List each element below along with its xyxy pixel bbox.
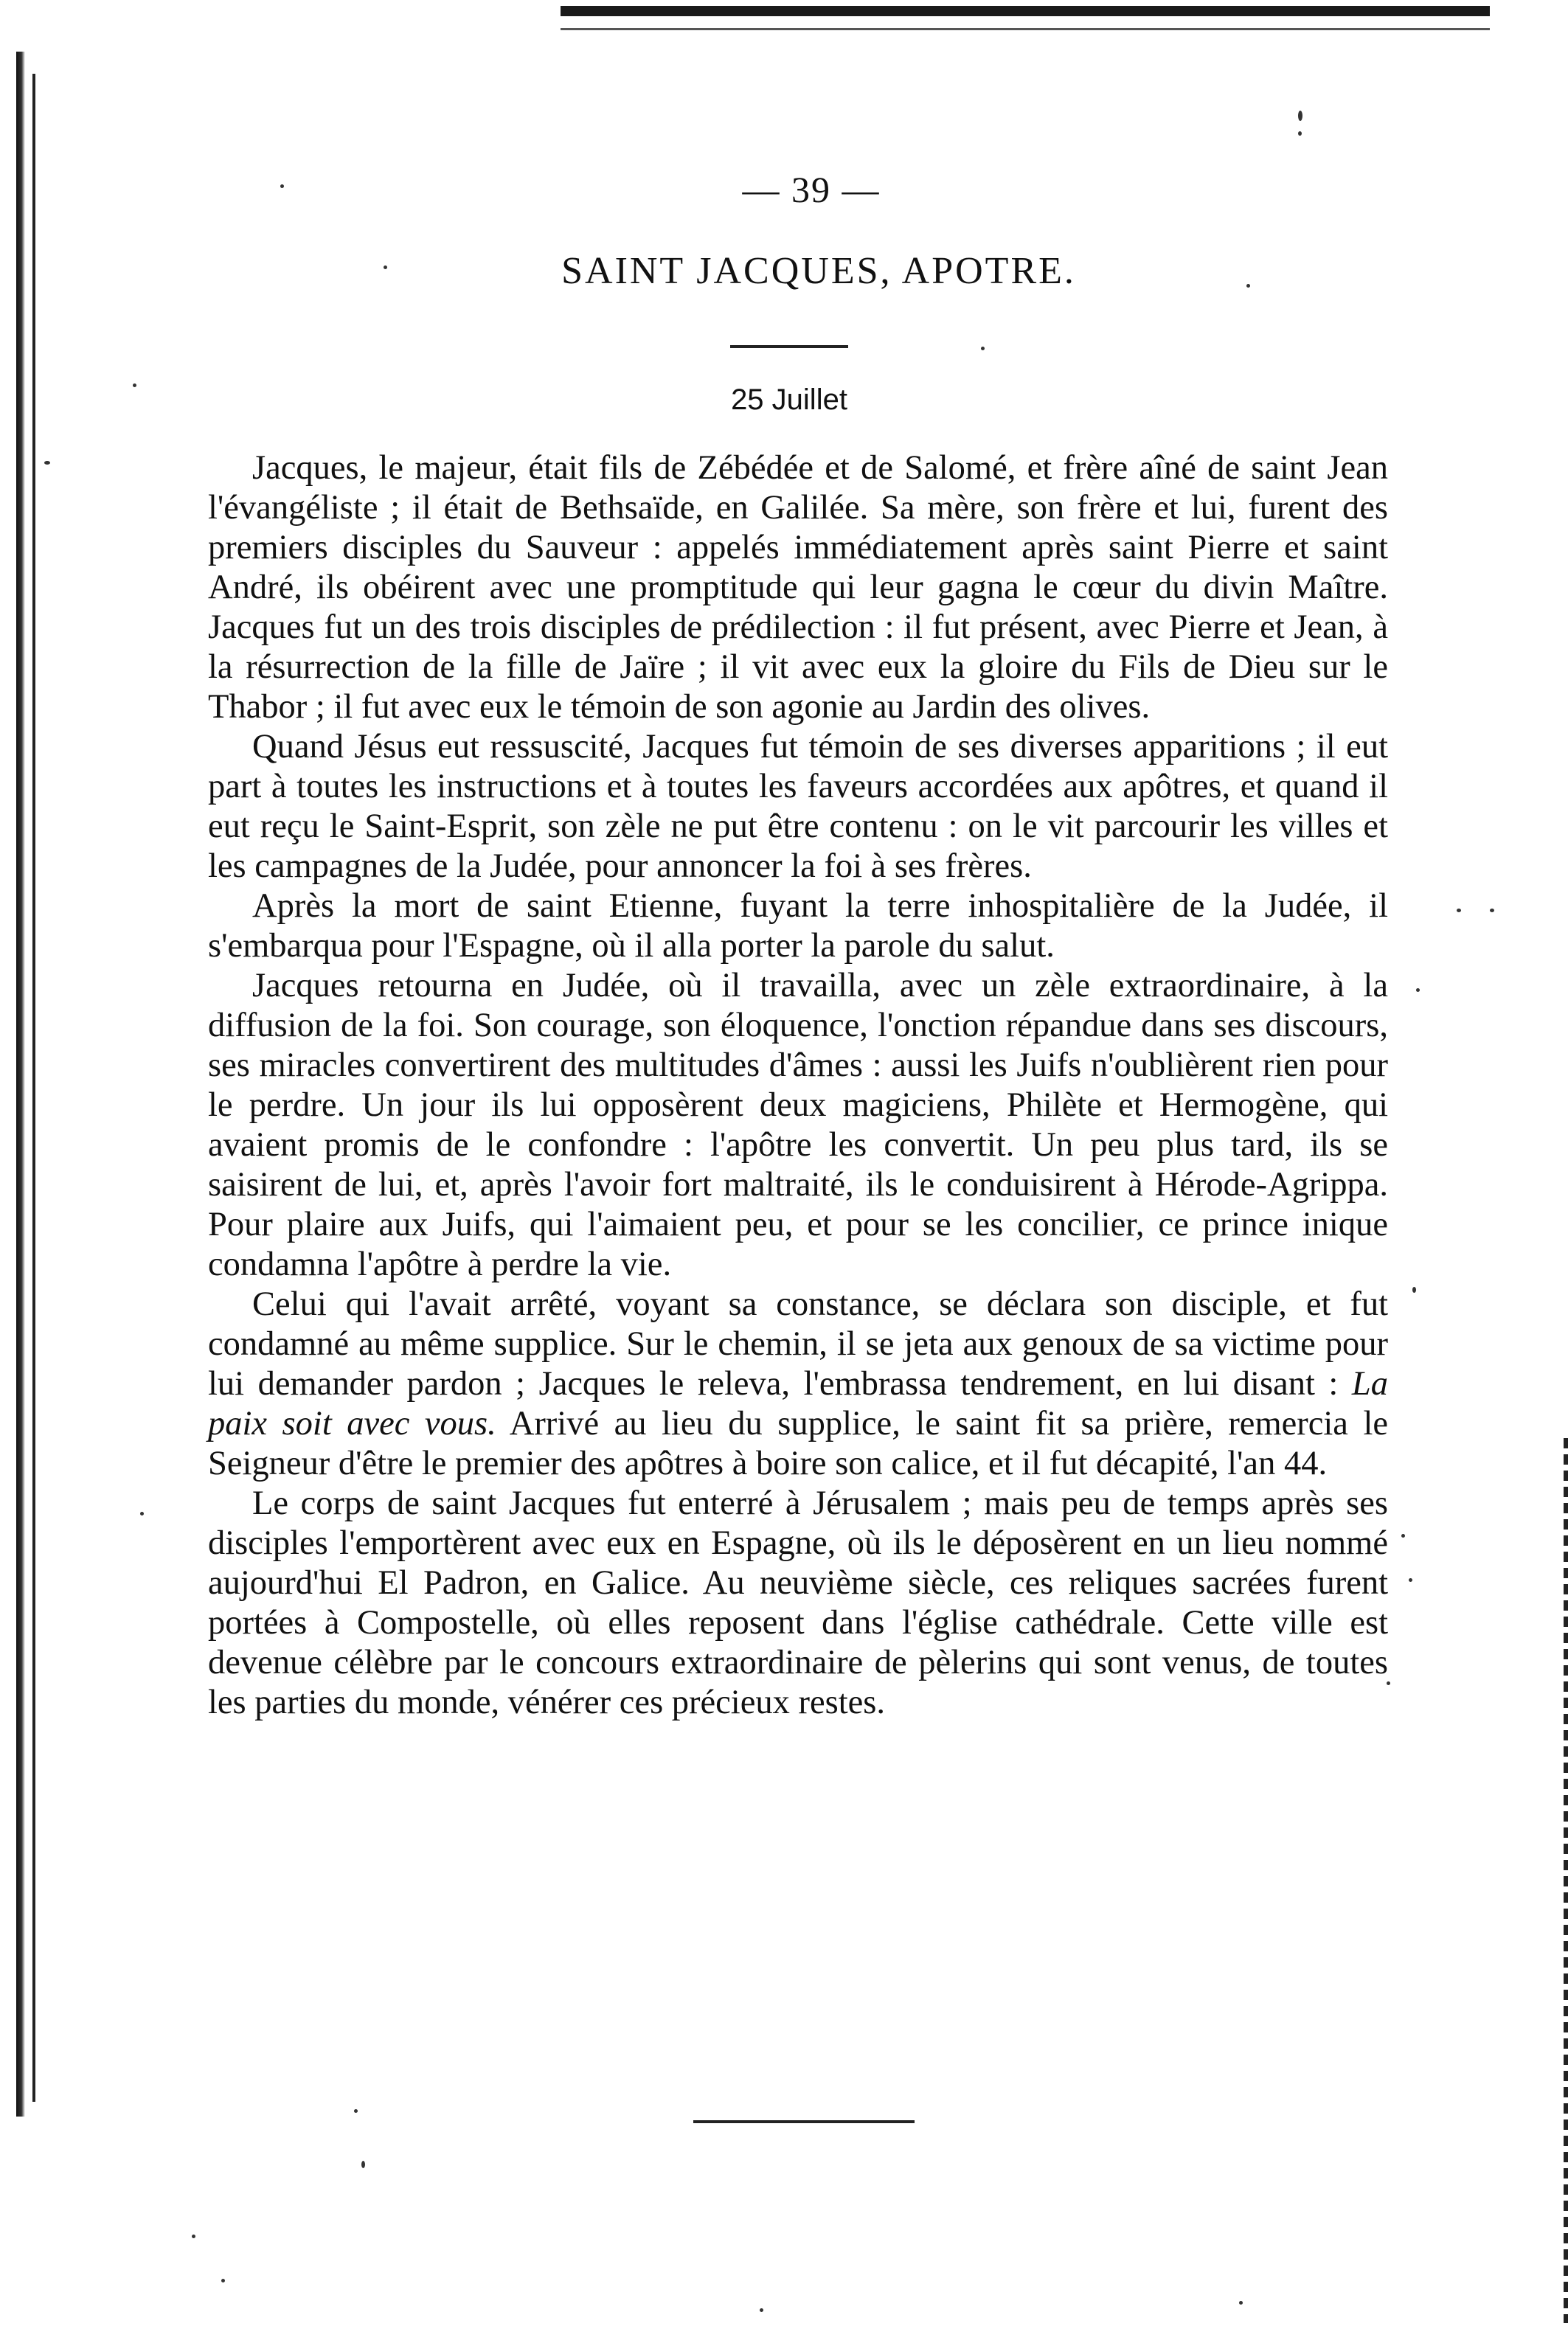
paragraph: Jacques, le majeur, était fils de Zébédée et de Salomé, et frère aîné de saint Jean l'évangéliste ; il était de Bethsaïde, en Galilée. Sa mère, son frère et lui, furent des premiers disciples du Sauveur : appelés immédiatement après saint Pierre et saint André, ils obéirent avec une promptitude qui leur gagna le cœur du divin Maître. Jacques fut un des trois disciples de prédilection : il fut présent, avec Pierre et Jean, à la résurrection de la fille de Jaïre ; il vit avec eux la gloire du Fils de Dieu sur le Thabor ; il fut avec eux le témoin de son agonie au Jardin des olives.	[208, 449, 1388, 726]
scan-speck	[44, 461, 50, 465]
right-page-edge	[1564, 1438, 1568, 2323]
scan-speck	[133, 383, 136, 387]
scan-speck	[280, 184, 284, 188]
scan-speck	[1239, 2301, 1243, 2305]
scan-speck	[1416, 988, 1420, 992]
title-divider	[730, 345, 848, 348]
paragraph-text: Arrivé au lieu du supplice, le saint fit sa prière, remercia le Seigneur d'être le premier des apôtres à boire son calice, et il fut décapité, l'an 44.	[208, 1405, 1388, 1482]
scan-speck	[760, 2308, 763, 2312]
top-scan-rule	[561, 6, 1490, 16]
scan-speck	[1457, 909, 1461, 912]
scan-speck	[354, 2109, 358, 2113]
scan-speck	[1401, 1534, 1405, 1538]
article-body	[208, 448, 1388, 1723]
scan-speck	[361, 2161, 365, 2168]
page-title: SAINT JACQUES, APOTRE.	[561, 250, 1076, 292]
scan-speck	[1246, 284, 1250, 288]
paragraph	[208, 1285, 1388, 1484]
paragraph: Jacques retourna en Judée, où il travailla, avec un zèle extraordinaire, à la diffusion de la foi. Son courage, son éloquence, l'onction répandue dans ses discours, ses miracles convertirent des multitudes d'âmes : aussi les Juifs n'oublièrent rien pour le perdre. Un jour ils lui opposèrent deux magiciens, Philète et Hermogène, qui avaient promis de le confondre : l'apôtre les convertit. Un peu plus tard, ils se saisirent de lui, et, après l'avoir fort maltraité, ils le conduisirent à Hérode-Agrippa. Pour plaire aux Juifs, qui l'aimaient peu, et pour se les concilier, ce prince inique condamna l'apôtre à perdre la vie.	[208, 967, 1388, 1283]
paragraph: Quand Jésus eut ressuscité, Jacques fut témoin de ses diverses apparitions ; il eut part à toutes les instructions et à toutes les faveurs accordées aux apôtres, et quand il eut reçu le Saint-Esprit, son zèle ne put être contenu : on le vit parcourir les villes et les campagnes de la Judée, pour annoncer la foi à ses frères.	[208, 728, 1388, 885]
scan-speck	[192, 2235, 195, 2238]
scan-speck	[1298, 111, 1302, 121]
top-scan-rule-thin	[561, 28, 1490, 30]
paragraph: Le corps de saint Jacques fut enterré à Jérusalem ; mais peu de temps après ses disciples l'emportèrent avec eux en Espagne, où ils le déposèrent en un lieu nommé aujourd'hui El Padron, en Galice. Au neuvième siècle, ces reliques sacrées furent portées à Compostelle, où elles reposent dans l'église cathédrale. Cette ville est devenue célèbre par le concours extraordinaire de pèlerins qui sont venus, de toutes les parties du monde, vénérer ces précieux restes.	[208, 1485, 1388, 1721]
paragraph-text: Celui qui l'avait arrêté, voyant sa constance, se déclara son disciple, et fut condamné au même supplice. Sur le chemin, il se jeta aux genoux de sa victime pour lui demander pardon ; Jacques le releva, l'embrassa tendrement, en lui disant :	[208, 1285, 1388, 1403]
scan-speck	[1387, 1681, 1390, 1685]
scan-speck	[1412, 1287, 1416, 1293]
italic-quote: La paix soit avec vous.	[208, 1365, 1388, 1442]
scan-speck	[221, 2279, 225, 2282]
left-binding-edge	[16, 52, 25, 2117]
page-number: — 39 —	[742, 169, 881, 210]
left-binding-line	[32, 74, 35, 2102]
scan-speck	[384, 265, 387, 269]
paragraph: Après la mort de saint Etienne, fuyant la terre inhospitalière de la Judée, il s'embarqua pour l'Espagne, où il alla porter la parole du salut.	[208, 887, 1388, 965]
scan-speck	[140, 1512, 144, 1516]
scan-speck	[1490, 909, 1494, 912]
scan-speck	[1298, 131, 1302, 136]
feast-date: 25 Juillet	[731, 383, 847, 416]
scan-speck	[981, 347, 985, 350]
scan-speck	[1409, 1578, 1412, 1582]
closing-divider	[693, 2120, 915, 2123]
